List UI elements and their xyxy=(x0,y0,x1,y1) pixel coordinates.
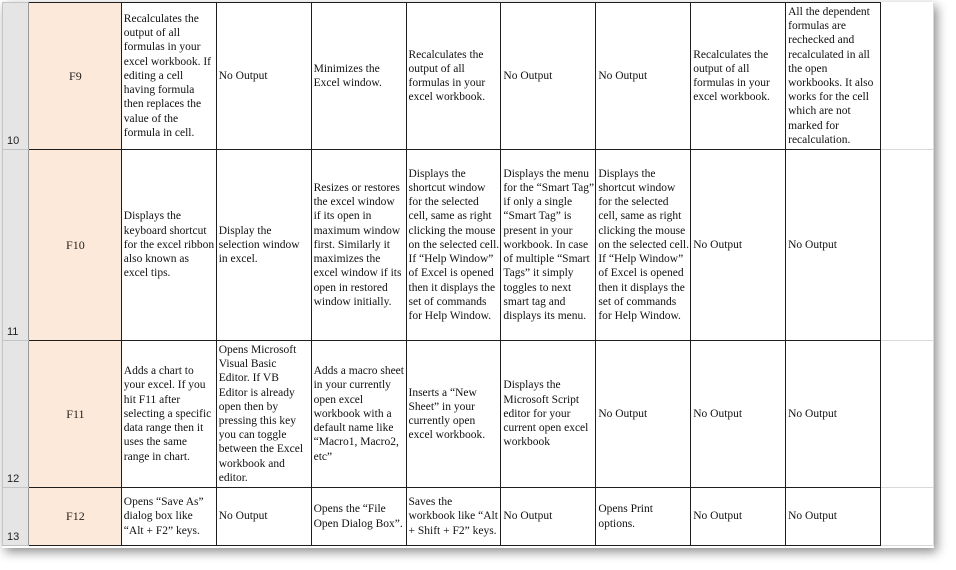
empty-cell[interactable] xyxy=(881,341,934,488)
table-cell[interactable]: No Output xyxy=(501,488,596,546)
table-cell[interactable]: All the dependent formulas are rechecked and recalculated in all the open workbooks. It also works for the cell which are not marked for recalculation. xyxy=(786,3,881,150)
table-cell[interactable]: Displays the keyboard shortcut for the excel ribbon also known as excel tips. xyxy=(121,150,216,341)
shortcut-grid xyxy=(2,2,934,546)
table-cell[interactable]: No Output xyxy=(596,341,691,488)
empty-cell[interactable] xyxy=(881,3,934,150)
row-header[interactable]: 11 xyxy=(3,150,29,341)
table-cell[interactable]: Inserts a “New Sheet” in your currently open excel workbook. xyxy=(406,341,501,488)
spreadsheet-window xyxy=(2,2,934,548)
table-cell[interactable]: Opens “Save As” dialog box like “Alt + F2” keys. xyxy=(121,488,216,546)
key-cell[interactable]: F11 xyxy=(28,341,121,488)
table-cell[interactable]: Opens Print options. xyxy=(596,488,691,546)
table-cell[interactable]: Recalculates the output of all formulas in your excel workbook. xyxy=(691,3,786,150)
table-row xyxy=(3,488,934,546)
table-cell[interactable]: Opens the “File Open Dialog Box”. xyxy=(311,488,406,546)
empty-cell[interactable] xyxy=(881,150,934,341)
table-cell[interactable]: No Output xyxy=(691,150,786,341)
table-cell[interactable]: Saves the workbook like “Alt + Shift + F2” keys. xyxy=(406,488,501,546)
row-header[interactable]: 13 xyxy=(3,488,29,546)
table-cell[interactable]: Adds a macro sheet in your currently open excel workbook with a default name like “Macro1, Macro2, etc” xyxy=(311,341,406,488)
key-cell[interactable]: F9 xyxy=(28,3,121,150)
table-cell[interactable]: No Output xyxy=(786,488,881,546)
table-cell[interactable]: Recalculates the output of all formulas in your excel workbook. If editing a cell having formula then replaces the value of the formula in cell. xyxy=(121,3,216,150)
table-cell[interactable]: No Output xyxy=(691,341,786,488)
table-row xyxy=(3,3,934,150)
empty-cell[interactable] xyxy=(881,488,934,546)
table-cell[interactable]: Displays the menu for the “Smart Tag” if only a single “Smart Tag” is present in your workbook. In case of multiple “Smart Tags” it simply toggles to next smart tag and displays its menu. xyxy=(501,150,596,341)
table-cell[interactable]: No Output xyxy=(596,3,691,150)
row-header[interactable]: 12 xyxy=(3,341,29,488)
table-cell[interactable]: Displays the Microsoft Script editor for your current open excel workbook xyxy=(501,341,596,488)
key-cell[interactable]: F10 xyxy=(28,150,121,341)
table-row xyxy=(3,341,934,488)
table-cell[interactable]: Displays the shortcut window for the selected cell, same as right clicking the mouse on the selected cell. If “Help Window” of Excel is opened then it displays the set of commands for Help Window. xyxy=(596,150,691,341)
table-cell[interactable]: No Output xyxy=(786,150,881,341)
table-row xyxy=(3,150,934,341)
table-cell[interactable]: No Output xyxy=(501,3,596,150)
table-cell[interactable]: No Output xyxy=(786,341,881,488)
table-cell[interactable]: Recalculates the output of all formulas in your excel workbook. xyxy=(406,3,501,150)
table-cell[interactable]: Display the selection window in excel. xyxy=(216,150,311,341)
key-cell[interactable]: F12 xyxy=(28,488,121,546)
row-header[interactable]: 10 xyxy=(3,3,29,150)
table-cell[interactable]: Resizes or restores the excel window if its open in maximum window first. Similarly it maximizes the excel window if its open in restored window initially. xyxy=(311,150,406,341)
table-cell[interactable]: Adds a chart to your excel. If you hit F11 after selecting a specific data range then it uses the same range in chart. xyxy=(121,341,216,488)
table-cell[interactable]: No Output xyxy=(216,3,311,150)
table-cell[interactable]: Displays the shortcut window for the selected cell, same as right clicking the mouse on the selected cell. If “Help Window” of Excel is opened then it displays the set of commands for Help Window. xyxy=(406,150,501,341)
table-cell[interactable]: No Output xyxy=(691,488,786,546)
table-cell[interactable]: Minimizes the Excel window. xyxy=(311,3,406,150)
table-cell[interactable]: Opens Microsoft Visual Basic Editor. If VB Editor is already open then by pressing this key you can toggle between the Excel workbook and editor. xyxy=(216,341,311,488)
table-cell[interactable]: No Output xyxy=(216,488,311,546)
